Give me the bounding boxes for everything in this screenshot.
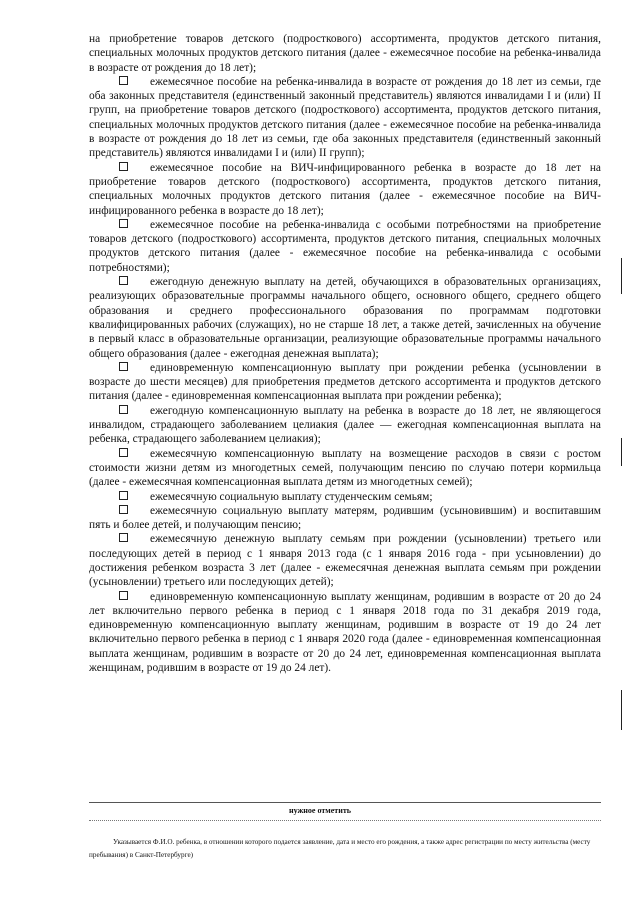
benefit-item-hiv-child — [89, 161, 601, 218]
body-text — [89, 32, 601, 675]
checkbox[interactable] — [119, 491, 128, 500]
benefit-text: ежемесячную социальную выплату студенческим семьям; — [150, 490, 433, 503]
checkbox[interactable] — [119, 591, 128, 600]
benefit-item-mothers-five-children — [89, 504, 601, 533]
benefit-item-young-mothers — [89, 590, 601, 676]
checkbox[interactable] — [119, 405, 128, 414]
separator-dotted-line — [89, 820, 601, 821]
checkbox[interactable] — [119, 76, 128, 85]
checkbox[interactable] — [119, 362, 128, 371]
scan-edge-mark — [621, 438, 622, 466]
benefit-text: единовременную компенсационную выплату женщинам, родившим в возрасте от 20 до 24 лет включительно первого ребенка в период с 1 января 2018 года по 31 декабря 2019 года, единовременную компенсационную выплату женщинам, родившим в возрасте от 19 до 24 лет включительно первого ребенка в период с 1 января 2020 года (далее - единовременная компенсационная выплата женщинам, родившим в возрасте от 20 до 24 лет, единовременная компенсационная выплата женщинам, родившим в возрасте от 19 до 24 лет). — [89, 590, 601, 675]
checkbox[interactable] — [119, 533, 128, 542]
benefit-item-special-needs — [89, 218, 601, 275]
benefit-item-student-families — [89, 490, 601, 504]
benefit-item-annual-school — [89, 275, 601, 361]
benefit-text: ежемесячную компенсационную выплату на возмещение расходов в связи с ростом стоимости жизни детям из многодетных семей, получающим пенсию по случаю потери кормильца (далее - ежемесячная компенсационная выплата детям из многодетных семей); — [89, 447, 601, 489]
benefit-item-disabled-child-parents — [89, 75, 601, 161]
separator-line — [89, 802, 601, 803]
scan-edge-mark — [621, 690, 622, 730]
checkbox[interactable] — [119, 505, 128, 514]
checkbox[interactable] — [119, 219, 128, 228]
footnote-text: Указывается Ф.И.О. ребенка, в отношении которого подается заявление, дата и место его рождения, а также адрес регистрации по месту жительства (месту пребывания) в Санкт-Петербурге) — [89, 838, 591, 859]
checkbox[interactable] — [119, 276, 128, 285]
paragraph-continuation: на приобретение товаров детского (подросткового) ассортимента, продуктов детского питания, специальных молочных продуктов детского питания (далее - ежемесячное пособие на ребенка-инвалида в возрасте от рождения до 18 лет); — [89, 33, 601, 74]
benefit-text: ежегодную денежную выплату на детей, обучающихся в образовательных организациях, реализующих образовательные программы начального общего, основного общего, среднего общего образования и среднего профессионального образования по программам подготовки квалифицированных рабочих (служащих), но не старше 18 лет, а также детей, зачисленных на обучение в первый класс в образовательные организации, реализующие образовательные программы начального общего образования (далее - ежегодная денежная выплата); — [89, 276, 601, 360]
checkbox[interactable] — [119, 448, 128, 457]
note-label: нужное отметить — [289, 806, 351, 815]
footnote — [89, 836, 601, 861]
benefit-item-celiac — [89, 404, 601, 447]
checkbox[interactable] — [119, 162, 128, 171]
benefit-item-third-child — [89, 532, 601, 589]
benefit-text: единовременную компенсационную выплату при рождении ребенка (усыновлении в возрасте до шести месяцев) для приобретения предметов детского ассортимента и продуктов детского питания (далее - единовременная компенсационная выплата при рождении ребенка); — [89, 361, 601, 403]
benefit-text: ежемесячное пособие на ребенка-инвалида с особыми потребностями на приобретение товаров детского (подросткового) ассортимента, продуктов детского питания, специальных молочных продуктов детского питания (далее - ежемесячное пособие на ребенка-инвалида с особыми потребностями); — [89, 218, 601, 274]
benefit-text: ежемесячное пособие на ВИЧ-инфицированного ребенка в возрасте до 18 лет на приобретение товаров детского (подросткового) ассортимента, продуктов детского питания, специальных молочных продуктов детского питания (далее - ежемесячное пособие на ВИЧ-инфицированного ребенка в возрасте до 18 лет); — [89, 161, 601, 217]
benefit-item-large-family-pension — [89, 447, 601, 490]
benefit-text: ежемесячную денежную выплату семьям при рождении (усыновлении) третьего или последующих детей в период с 1 января 2013 года (с 1 января 2016 года - при усыновлении) до достижения ребенком возраста 3 лет (далее - ежемесячная денежная выплата семьям при рождении (усыновлении) третьего или последующих детей); — [89, 533, 601, 589]
benefit-text: ежегодную компенсационную выплату на ребенка в возрасте до 18 лет, не являющегося инвалидом, страдающего заболеванием целиакия (далее — ежегодная компенсационная выплата на ребенка, страдающего заболеванием целиакия); — [89, 404, 601, 446]
benefit-text: ежемесячное пособие на ребенка-инвалида в возрасте от рождения до 18 лет из семьи, где оба законных представителя (единственный законный представитель) являются инвалидами I и (или) II групп, на приобретение товаров детского (подросткового) ассортимента, продуктов детского питания, специальных молочных продуктов детского питания (далее - ежемесячное пособие на ребенка-инвалида в возрасте от рождения до 18 лет из семьи, где оба законных представителя (единственный законный представитель) являются инвалидами I и (или) II групп); — [89, 75, 601, 160]
scan-edge-mark — [621, 258, 622, 294]
benefit-item-birth-lump-sum — [89, 361, 601, 404]
benefit-text: ежемесячную социальную выплату матерям, родившим (усыновившим) и воспитавшим пять и более детей, и получающим пенсию; — [89, 504, 601, 532]
